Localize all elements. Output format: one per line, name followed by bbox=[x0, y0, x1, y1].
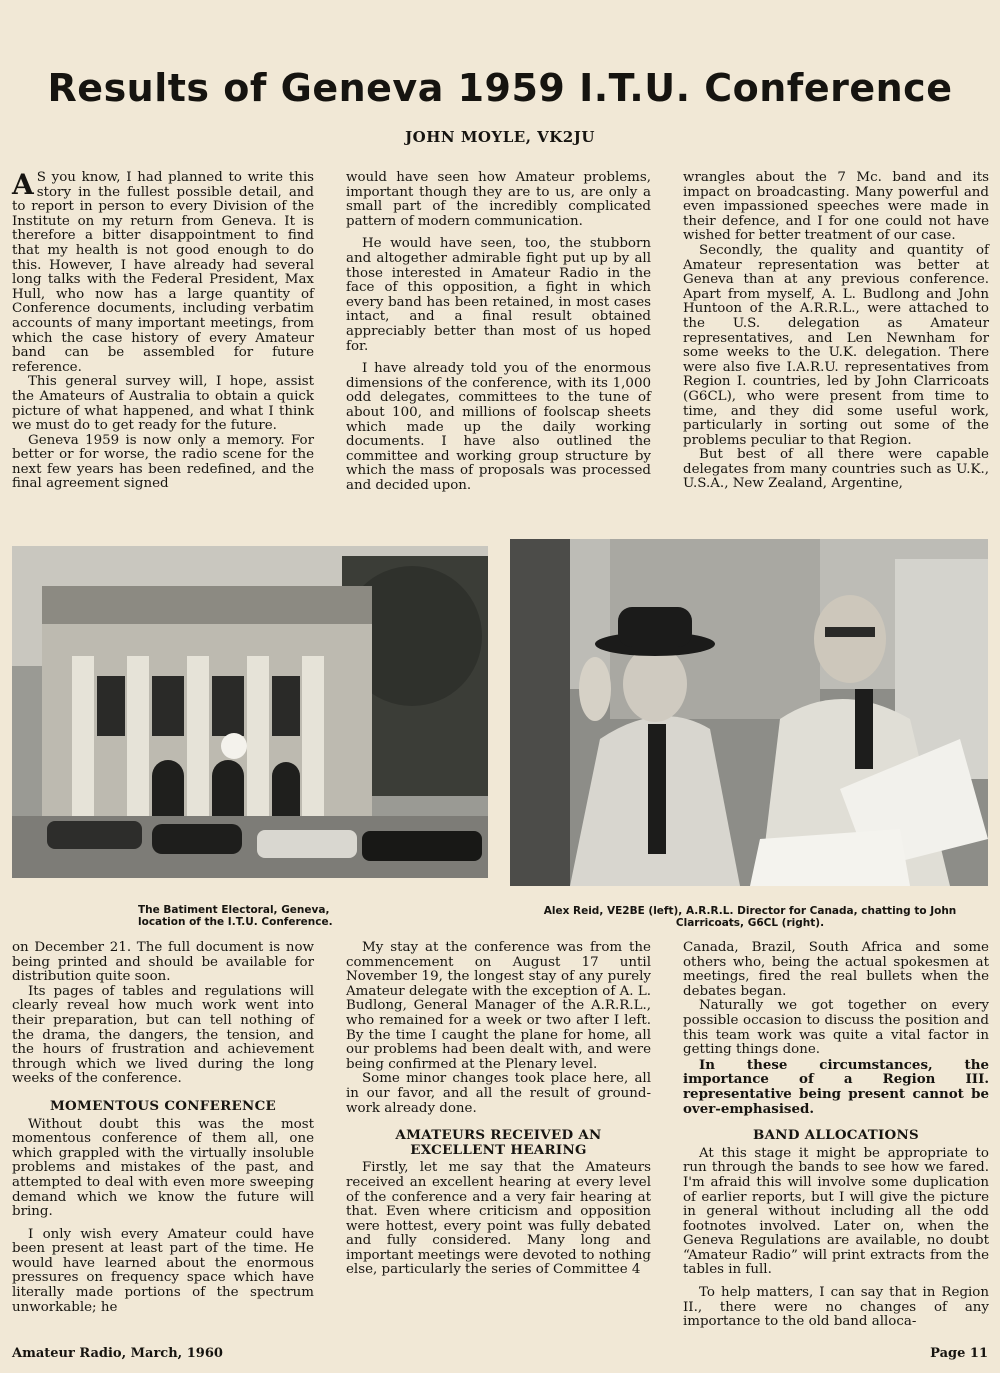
bottom-column-2 bbox=[346, 941, 651, 1278]
paragraph: S you know, I had planned to write this story in the fullest possible detail, and to report in person to every Division of the Institute on my return from Geneva. It is therefore a bitter disappointment to find that my health is not good enough to do this. However, I have already had several long talks with the Federal President, Max Hull, who now has a large quantity of Conference documents, including verbatim accounts of many important meetings, from which the case history of every Amateur band can be assembled for future reference. bbox=[12, 170, 314, 375]
paragraph: Its pages of tables and regulations will clearly reveal how much work went into their preparation, but can tell nothing of the drama, the dangers, the tension, and the hours of frustration and achievement through which we lived during the long weeks of the conference. bbox=[12, 983, 314, 1087]
author-byline: JOHN MOYLE, VK2JU bbox=[405, 128, 595, 146]
right-photo-caption: Alex Reid, VE2BE (left), A.R.R.L. Director for Canada, chatting to John Clarricoats, G6CL (right). bbox=[543, 905, 957, 929]
paragraph: Geneva 1959 is now only a memory. For better or for worse, the radio scene for the next few years has been redefined, and the final agreement signed bbox=[12, 432, 314, 492]
geneva-building-photo bbox=[12, 546, 488, 878]
emphasis-paragraph: In these circumstances, the importance of a Region III. representative being present cannot be over-emphasised. bbox=[683, 1056, 989, 1117]
top-column-3 bbox=[683, 171, 989, 492]
paragraph: on December 21. The full document is now being printed and should be available for distribution quite soon. bbox=[12, 940, 314, 985]
footer-publication: Amateur Radio, March, 1960 bbox=[12, 1346, 223, 1361]
delegates-photo bbox=[510, 539, 988, 886]
left-photo-caption: The Batiment Electoral, Geneva, location of the I.T.U. Conference. bbox=[138, 904, 333, 928]
paragraph: Without doubt this was the most momentous conference of them all, one which grappled with the virtually insoluble problems and mistakes of the past, and attempted to deal with even more sweeping demand which we know the future will bring. bbox=[12, 1116, 314, 1220]
paragraph: But best of all there were capable delegates from many countries such as U.K., U.S.A., New Zealand, Argentine, bbox=[683, 447, 989, 492]
bottom-column-3 bbox=[683, 941, 989, 1330]
top-column-2 bbox=[346, 171, 651, 493]
paragraph: Some minor changes took place here, all in our favor, and all the result of ground-work already done. bbox=[346, 1071, 651, 1116]
building-photo-image bbox=[12, 546, 488, 878]
paragraph: Firstly, let me say that the Amateurs received an excellent hearing at every level of the conference and a very fair hearing at that. Even where criticism and opposition were hottest, every point was fully debated and fully considered. Many long and important meetings were devoted to nothing else, particularly the series of Committee 4 bbox=[346, 1160, 651, 1278]
paragraph: He would have seen, too, the stubborn and altogether admirable fight put up by all those interested in Amateur Radio in the face of this opposition, a fight in which every band has been retained, in most cases intact, and a final result obtained appreciably better than most of us hoped for. bbox=[346, 236, 651, 354]
section-heading-band-allocations: BAND ALLOCATIONS bbox=[752, 1127, 920, 1144]
paragraph: Naturally we got together on every possible occasion to discuss the position and this team work was quite a vital factor in getting things done. bbox=[683, 998, 989, 1058]
footer-page-number: Page 11 bbox=[930, 1346, 988, 1361]
top-column-1 bbox=[12, 168, 314, 492]
paragraph: I have already told you of the enormous dimensions of the conference, with its 1,000 odd delegates, committees to the tune of about 100, and millions of foolscap sheets which made up the daily working documents. I have also outlined the committee and working group structure by which the mass of proposals was processed and decided upon. bbox=[346, 361, 651, 493]
paragraph: wrangles about the 7 Mc. band and its impact on broadcasting. Many powerful and even impassioned speeches were made in their defence, and I for one could not have wished for better treatment of our case. bbox=[683, 170, 989, 244]
bottom-column-1 bbox=[12, 941, 314, 1315]
paragraph: would have seen how Amateur problems, important though they are to us, are only a small part of the incredibly complicated pattern of modern communication. bbox=[346, 170, 651, 229]
paragraph: Canada, Brazil, South Africa and some others who, being the actual spokesmen at meetings, fired the real bullets when the debates began. bbox=[683, 940, 989, 999]
paragraph: My stay at the conference was from the commencement on August 17 until November 19, the longest stay of any purely Amateur delegate with the exception of A. L. Budlong, General Manager of the A.R.R.L., who remained for a week or two after I left. By the time I caught the plane for home, all our problems had been dealt with, and were being confirmed at the Plenary level. bbox=[346, 940, 651, 1072]
paragraph: To help matters, I can say that in Region II., there were no changes of any importance to the old band alloca- bbox=[683, 1285, 989, 1330]
paragraph: At this stage it might be appropriate to run through the bands to see how we fared. I'm afraid this will involve some duplication of earlier reports, but I will give the picture in general without including all the odd footnotes involved. Later on, when the Geneva Regulations are available, no doubt “Amateur Radio” will print extracts from the tables in full. bbox=[683, 1145, 989, 1278]
paragraph: Secondly, the quality and quantity of Amateur representation was better at Geneva than at any previous conference. Apart from myself, A. L. Budlong and John Huntoon of the A.R.R.L., were attached to the U.S. delegation as Amateur representatives, and Len Newnham for some weeks to the U.K. delegation. There were also five I.A.R.U. representatives from Region I. countries, led by John Clarricoats (G6CL), who were present from time to time, and they did some useful work, particularly in sorting out some of the problems peculiar to that Region. bbox=[683, 242, 989, 448]
paragraph: I only wish every Amateur could have been present at least part of the time. He would have learned about the enormous pressures on frequency space which have literally made portions of the spectrum unworkable; he bbox=[12, 1226, 314, 1315]
section-heading-momentous-conference: MOMENTOUS CONFERENCE bbox=[49, 1097, 277, 1114]
paragraph: This general survey will, I hope, assist the Amateurs of Australia to obtain a quick picture of what happened, and what I think we must do to get ready for the future. bbox=[12, 374, 314, 434]
article-title: Results of Geneva 1959 I.T.U. Conference bbox=[47, 66, 953, 110]
section-heading-amateurs-received: AMATEURS RECEIVED AN EXCELLENT HEARING bbox=[395, 1127, 602, 1158]
delegates-photo-image bbox=[510, 539, 988, 886]
drop-cap: A bbox=[12, 168, 34, 201]
